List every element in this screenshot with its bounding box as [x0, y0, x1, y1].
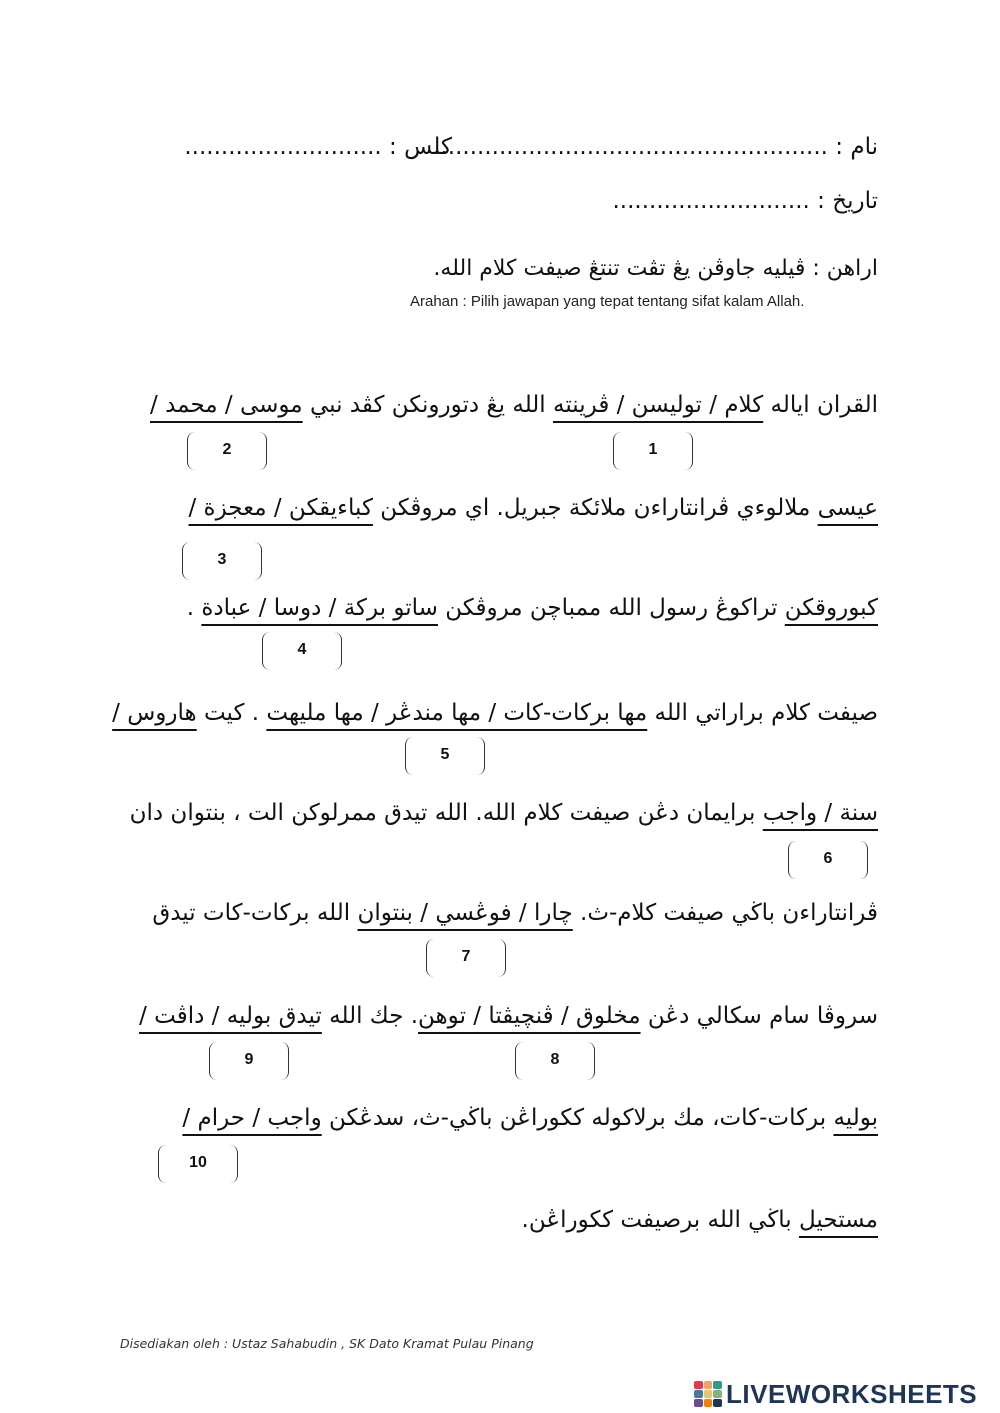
answer-box-1[interactable]: [613, 432, 693, 470]
logo-cell: [694, 1381, 703, 1389]
answer-box-label: 2: [222, 441, 232, 458]
option-group-3: كباءيقكن / معجزة /: [188, 495, 373, 521]
answer-box-8[interactable]: [515, 1042, 595, 1080]
answer-box-3[interactable]: [182, 542, 262, 580]
logo-cell: [694, 1399, 703, 1407]
text: ڤرانتاراءن باڬي صيفت كلام-ث.: [572, 900, 878, 926]
option-group-4: ساتو بركة / دوسا / عبادة: [201, 595, 438, 621]
logo-cell: [713, 1381, 722, 1389]
text: الله بركات-كات تيدق: [152, 900, 358, 926]
option-group-9: تيدق بوليه / داڤت /: [139, 1003, 322, 1029]
answer-box-5[interactable]: [405, 737, 485, 775]
text: القران اياله: [763, 392, 878, 418]
passage-line-5: [130, 800, 878, 826]
option-group-2-cont: عيسى: [817, 495, 878, 521]
answer-box-6[interactable]: [788, 841, 868, 879]
instruction-jawi: اراهن : ڤيليه جاوڤن يڠ تڤت تنتڠ صيفت كلام الله.: [433, 256, 878, 281]
option-group-6-cont: سنة / واجب: [762, 800, 878, 826]
answer-box-label: 4: [297, 641, 307, 658]
text: بركات-كات، مك برلاكوله ككوراڠن باڬي-ث، سدڠكن: [321, 1105, 834, 1131]
text: الله يڠ دتورونكن كڤد نبي: [302, 392, 554, 418]
logo-cell: [713, 1399, 722, 1407]
logo-cell: [704, 1399, 713, 1407]
text: ملالوءي ڤرانتاراءن ملائكة جبريل. اي مروڤكن: [372, 495, 818, 521]
option-group-5: مها بركات-كات / مها مندڠر / مها مليهت: [266, 700, 648, 726]
answer-box-label: 1: [648, 441, 658, 458]
answer-box-7[interactable]: [426, 939, 506, 977]
answer-box-label: 7: [461, 948, 471, 965]
passage-line-2: [189, 495, 879, 521]
option-group-9-cont: بوليه: [833, 1105, 878, 1131]
text: تراكوڠ رسول الله ممباچن مروڤكن: [437, 595, 785, 621]
answer-box-label: 10: [189, 1154, 207, 1171]
text: سروڤا سام سكالي دڠن: [640, 1003, 878, 1029]
answer-box-10[interactable]: [158, 1145, 238, 1183]
footer-credit: Disediakan oleh : Ustaz Sahabudin , SK Dato Kramat Pulau Pinang: [120, 1336, 534, 1351]
option-group-10: واجب / حرام /: [182, 1105, 322, 1131]
passage-line-6: [152, 900, 878, 926]
text: باڬي الله برصيفت ككوراڠن.: [521, 1207, 800, 1233]
logo-grid-icon: [694, 1381, 722, 1407]
option-group-2: موسى / محمد /: [150, 392, 303, 418]
passage-line-7: [139, 1003, 878, 1029]
text: . كيت: [196, 700, 267, 726]
logo-cell: [713, 1390, 722, 1398]
option-group-6: هاروس /: [112, 700, 197, 726]
option-group-8: مخلوق / ڤنچيڤتا / توهن: [418, 1003, 641, 1029]
text: .: [186, 595, 202, 621]
answer-box-label: 3: [217, 551, 227, 568]
option-group-10-cont: مستحيل: [799, 1207, 878, 1233]
answer-box-4[interactable]: [262, 632, 342, 670]
text: برايمان دڠن صيفت كلام الله. الله تيدق ممرلوكن الت ، بنتوان دان: [129, 800, 763, 826]
option-group-1: كلام / توليسن / ڤرينته: [553, 392, 764, 418]
passage-line-9: [522, 1207, 878, 1233]
passage-line-4: [112, 700, 878, 726]
name-field: نام : ......................................................: [433, 134, 878, 160]
logo-cell: [704, 1390, 713, 1398]
logo-cell: [704, 1381, 713, 1389]
answer-box-9[interactable]: [209, 1042, 289, 1080]
option-group-3-cont: كبوروقكن: [784, 595, 878, 621]
answer-box-label: 8: [550, 1051, 560, 1068]
brand-name: LIVEWORKSHEETS: [726, 1378, 978, 1409]
class-field: كلس : ...........................: [184, 134, 452, 160]
text: صيفت كلام براراتي الله: [647, 700, 878, 726]
passage-line-3: [187, 595, 878, 621]
text: . جك الله: [321, 1003, 419, 1029]
liveworksheets-logo: [694, 1379, 977, 1409]
option-group-7: چارا / فوڠسي / بنتوان: [357, 900, 573, 926]
date-field: تاريخ : ...........................: [612, 188, 878, 214]
instruction-rumi: Arahan : Pilih jawapan yang tepat tentang sifat kalam Allah.: [410, 293, 805, 310]
passage-line-8: [182, 1105, 878, 1131]
answer-box-label: 5: [440, 746, 450, 763]
answer-box-label: 9: [244, 1051, 254, 1068]
answer-box-label: 6: [823, 850, 833, 867]
answer-box-2[interactable]: [187, 432, 267, 470]
passage-line-1: [150, 392, 878, 418]
logo-cell: [694, 1390, 703, 1398]
